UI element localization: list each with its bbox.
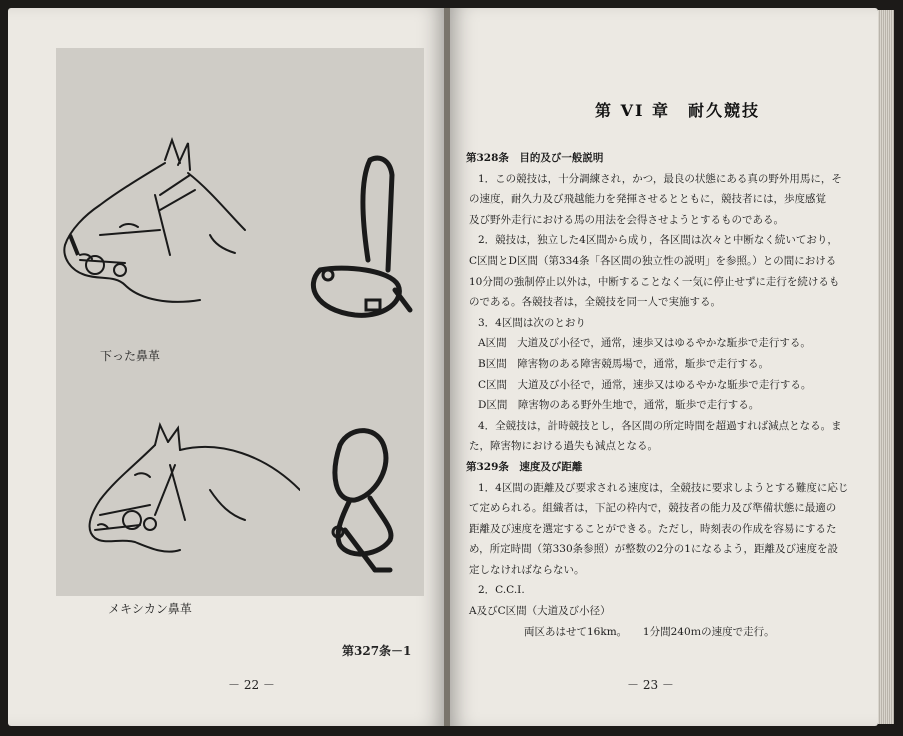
- section-heading: 第329条 速度及び距離: [466, 460, 583, 473]
- page-number-right: － 23 －: [627, 678, 674, 692]
- caption-dropped-noseband: 下った鼻革: [100, 349, 161, 363]
- body-line: 2．C.C.I.: [478, 584, 525, 597]
- body-line: て定められる。組織者は，下記の枠内で，競技者の能力及び準備状態に最適の: [469, 502, 837, 515]
- body-line: 2．競技は，独立した4区間から成り，各区間は次々と中断なく続いており，: [478, 234, 838, 247]
- body-line: B区間 障害物のある障害競馬場で，通常，駈歩で走行する。: [478, 357, 770, 370]
- horse-mexican-noseband-illustration: [80, 420, 300, 570]
- body-line: の速度，耐久力及び飛越能力を発揮させるとともに，競技者には，歩度感覚: [469, 193, 826, 206]
- figure-reference: 第327条－1: [342, 644, 412, 658]
- body-line: C区間とD区間（第334条「各区間の独立性の説明」を参照。）との間における: [469, 254, 837, 267]
- body-line: 4．全競技は，計時競技とし，各区間の所定時間を超過すれば減点となる。ま: [478, 419, 842, 432]
- mexican-noseband-diagram: [320, 420, 415, 580]
- caption-mexican-noseband: メキシカン鼻革: [108, 602, 192, 616]
- body-line: C区間 大道及び小径で，通常，速歩又はゆるやかな駈歩で走行する。: [478, 378, 812, 391]
- body-line: 定しなければならない。: [469, 563, 585, 576]
- chapter-title: 第 VI 章 耐久競技: [595, 101, 761, 120]
- body-line: 距離及び速度を選定することができる。ただし，時刻表の作成を容易にするた: [469, 522, 837, 535]
- body-line: 3．4区間は次のとおり: [478, 316, 586, 329]
- article-body: [466, 148, 866, 642]
- dropped-noseband-diagram: [300, 150, 415, 320]
- page-number-left: － 22 －: [228, 678, 275, 692]
- body-line: のである。各競技者は，全競技を同一人で実施する。: [469, 296, 721, 309]
- body-line: た，障害物における過失も減点となる。: [469, 440, 658, 453]
- body-line: 1．4区間の距離及び要求される速度は，全競技に要求しようとする難度に応じ: [478, 481, 849, 494]
- body-line: 及び野外走行における馬の用法を会得させようとするものである。: [469, 213, 784, 226]
- body-line: A区間 大道及び小径で，通常，速歩又はゆるやかな駈歩で走行する。: [478, 337, 811, 350]
- body-line: A及びC区間（大道及び小径）: [469, 605, 611, 618]
- section-heading: 第328条 目的及び一般説明: [466, 152, 604, 164]
- horse-dropped-noseband-illustration: [60, 135, 250, 310]
- body-line: め，所定時間（第330条参照）が整数の2分の1になるよう，距離及び速度を設: [469, 543, 838, 556]
- body-line: 両区あはせて16km。 1分間240ｍの速度で走行。: [524, 625, 775, 638]
- body-line: 1．この競技は，十分調練され，かつ，最良の状態にある真の野外用馬に，そ: [478, 172, 842, 185]
- body-line: D区間 障害物のある野外生地で，通常，駈歩で走行する。: [478, 399, 760, 412]
- book-gutter: [444, 8, 450, 726]
- page-edges: [878, 10, 894, 724]
- body-line: 10分間の強制停止以外は，中断することなく一気に停止せずに走行を続けるも: [469, 275, 840, 288]
